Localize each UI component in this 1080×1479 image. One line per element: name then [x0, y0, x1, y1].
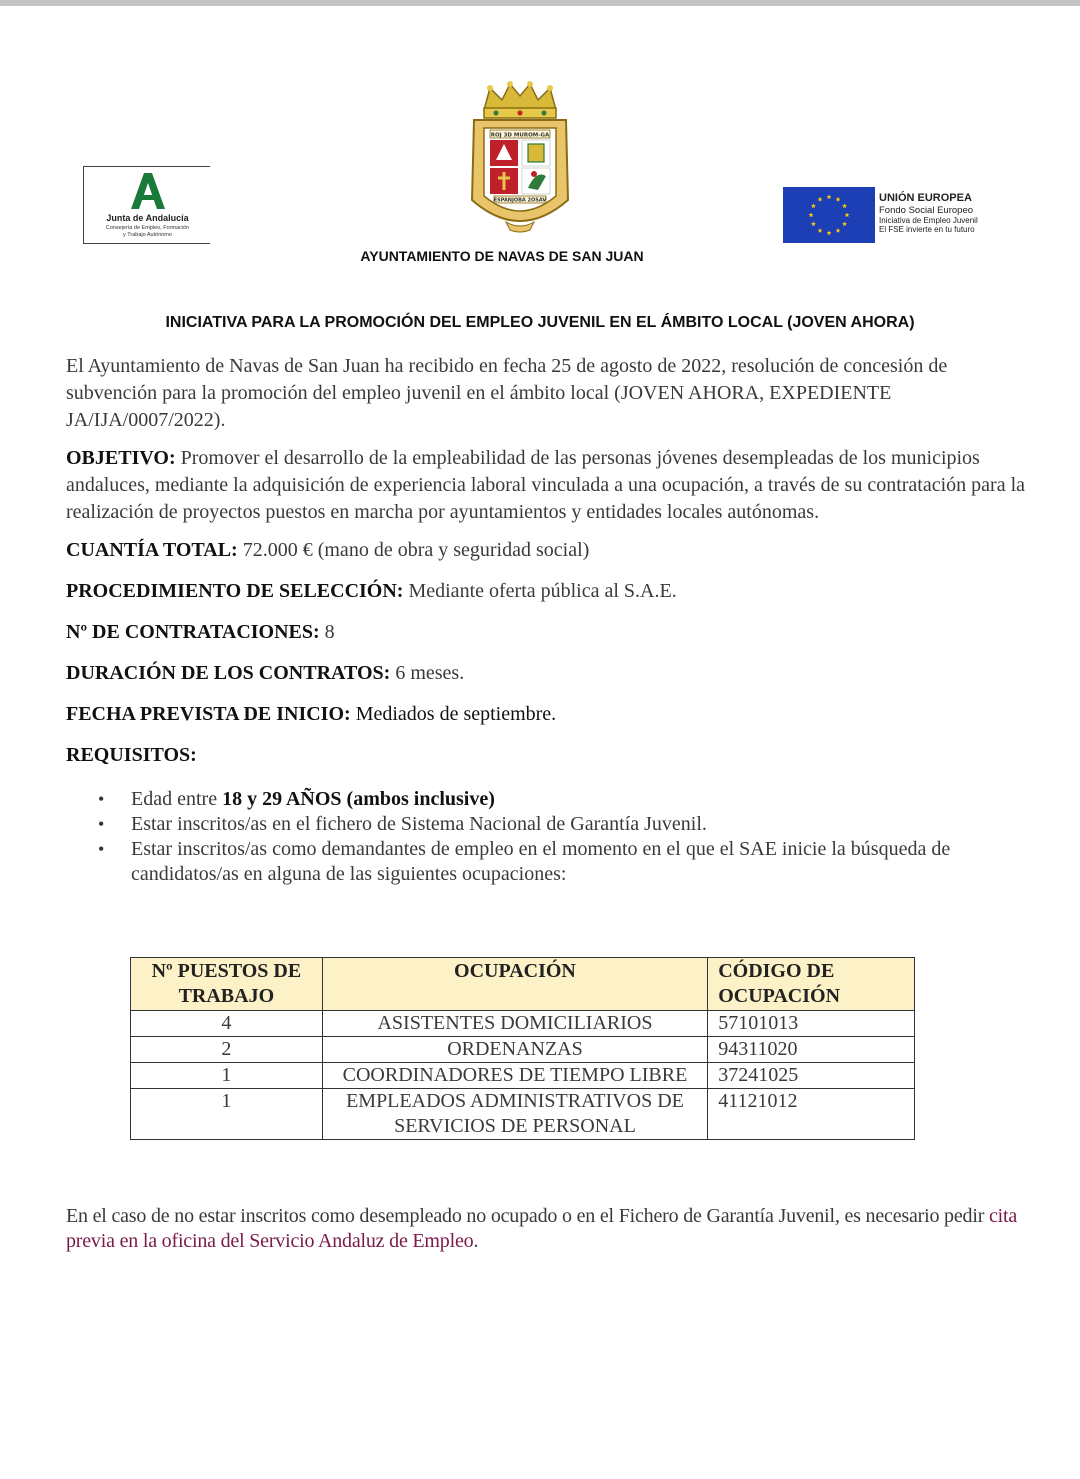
contrataciones-paragraph	[66, 619, 1026, 646]
cell-ocupacion: EMPLEADOS ADMINISTRATIVOS DE SERVICIOS DE PERSONAL	[322, 1089, 707, 1140]
coat-of-arms-icon	[468, 80, 572, 240]
cell-puestos: 4	[131, 1011, 323, 1037]
objetivo-text: Promover el desarrollo de la empleabilidad de las personas jóvenes desempleadas de los municipios andaluces, mediante la adquisición de experiencia laboral vinculada a una ocupación, a través de su contratación para la realización de proyectos puestos en marcha por ayuntamientos y entidades locales autónomas.	[66, 447, 1026, 523]
table-row	[131, 1011, 915, 1037]
junta-a-icon	[131, 173, 165, 209]
cell-puestos: 1	[131, 1089, 323, 1140]
duracion-label: DURACIÓN DE LOS CONTRATOS:	[66, 662, 391, 684]
cuantia-text: 72.000 € (mano de obra y seguridad social)	[237, 539, 590, 561]
table-row	[131, 1037, 915, 1063]
cell-ocupacion: ORDENANZAS	[322, 1037, 707, 1063]
junta-andalucia-logo	[83, 166, 210, 244]
procedimiento-label: PROCEDIMIENTO DE SELECCIÓN:	[66, 580, 404, 602]
eu-title: UNIÓN EUROPEA	[879, 192, 972, 204]
requisitos-heading	[66, 742, 1026, 769]
top-bar	[0, 0, 1080, 6]
procedimiento-paragraph	[66, 578, 1026, 605]
cell-puestos: 1	[131, 1063, 323, 1089]
council-name: AYUNTAMIENTO DE NAVAS DE SAN JUAN	[360, 248, 644, 264]
eu-line-2: Iniciativa de Empleo Juvenil	[879, 216, 978, 225]
table-row	[131, 1089, 915, 1140]
table-header-puestos: Nº PUESTOS DE TRABAJO	[131, 958, 323, 1011]
fecha-label: FECHA PREVISTA DE INICIO:	[66, 703, 351, 725]
requirements-list	[66, 787, 1026, 887]
occupations-table	[130, 957, 915, 1140]
intro-paragraph: El Ayuntamiento de Navas de San Juan ha recibido en fecha 25 de agosto de 2022, resolución de concesión de subvención para la promoción del empleo juvenil en el ámbito local (JOVEN AHORA, EXPEDIENTE JA/IJA/0007/2022).	[66, 355, 948, 431]
cell-ocupacion: ASISTENTES DOMICILIARIOS	[322, 1011, 707, 1037]
procedimiento-text: Mediante oferta pública al S.A.E.	[403, 580, 677, 602]
contrataciones-text: 8	[319, 621, 335, 643]
table-row	[131, 1063, 915, 1089]
age-range: 18 y 29 AÑOS (ambos inclusive)	[222, 788, 495, 810]
junta-subtitle: Consejería de Empleo, Formación y Trabajo Autónomo	[105, 225, 190, 238]
cell-codigo: 41121012	[708, 1089, 915, 1140]
svg-text:ESPANJOBA 2OSAV: ESPANJOBA 2OSAV	[493, 197, 547, 204]
requisitos-label: REQUISITOS:	[66, 744, 197, 766]
table-header-codigo: CÓDIGO DE OCUPACIÓN	[708, 958, 915, 1011]
cell-codigo: 94311020	[708, 1037, 915, 1063]
objetivo-paragraph	[66, 445, 1026, 526]
cell-codigo: 37241025	[708, 1063, 915, 1089]
contrataciones-label: Nº DE CONTRATACIONES:	[66, 621, 320, 643]
cita-previa-link[interactable]: cita previa en la oficina del Servicio Andaluz de Empleo	[66, 1205, 1018, 1252]
cell-puestos: 2	[131, 1037, 323, 1063]
eu-flag-icon	[783, 187, 875, 243]
cell-codigo: 57101013	[708, 1011, 915, 1037]
table-header-ocupacion: OCUPACIÓN	[322, 958, 707, 1011]
fecha-text: Mediados de septiembre.	[350, 703, 557, 725]
list-item: • Edad entre 18 y 29 AÑOS (ambos inclusive)	[131, 787, 1026, 812]
list-item: • Estar inscritos/as en el fichero de Sistema Nacional de Garantía Juvenil.	[131, 812, 1026, 837]
duracion-paragraph	[66, 660, 1026, 687]
junta-name: Junta de Andalucía	[106, 213, 189, 223]
cuantia-label: CUANTÍA TOTAL:	[66, 539, 238, 561]
cuantia-paragraph	[66, 537, 1026, 564]
document-title: INICIATIVA PARA LA PROMOCIÓN DEL EMPLEO JUVENIL EN EL ÁMBITO LOCAL (JOVEN AHORA)	[165, 314, 915, 331]
eu-line-3: El FSE invierte en tu futuro	[879, 225, 975, 234]
svg-text:ROJ 3D MUROM-GA: ROJ 3D MUROM-GA	[490, 132, 550, 139]
eu-line-1: Fondo Social Europeo	[879, 205, 974, 216]
footer-paragraph: En el caso de no estar inscritos como desempleado no ocupado o en el Fichero de Garantía Juvenil, es necesario pedir cita previa en la oficina del Servicio Andaluz de Empleo.	[66, 1205, 1018, 1252]
document-body	[66, 353, 1026, 887]
fecha-paragraph	[66, 701, 1026, 728]
cell-ocupacion: COORDINADORES DE TIEMPO LIBRE	[322, 1063, 707, 1089]
objetivo-label: OBJETIVO:	[66, 447, 176, 469]
eu-logo-text	[879, 192, 978, 234]
list-item: • Estar inscritos/as como demandantes de empleo en el momento en el que el SAE inicie la búsqueda de candidatos/as en alguna de las siguientes ocupaciones:	[131, 837, 1026, 887]
duracion-text: 6 meses.	[390, 662, 465, 684]
